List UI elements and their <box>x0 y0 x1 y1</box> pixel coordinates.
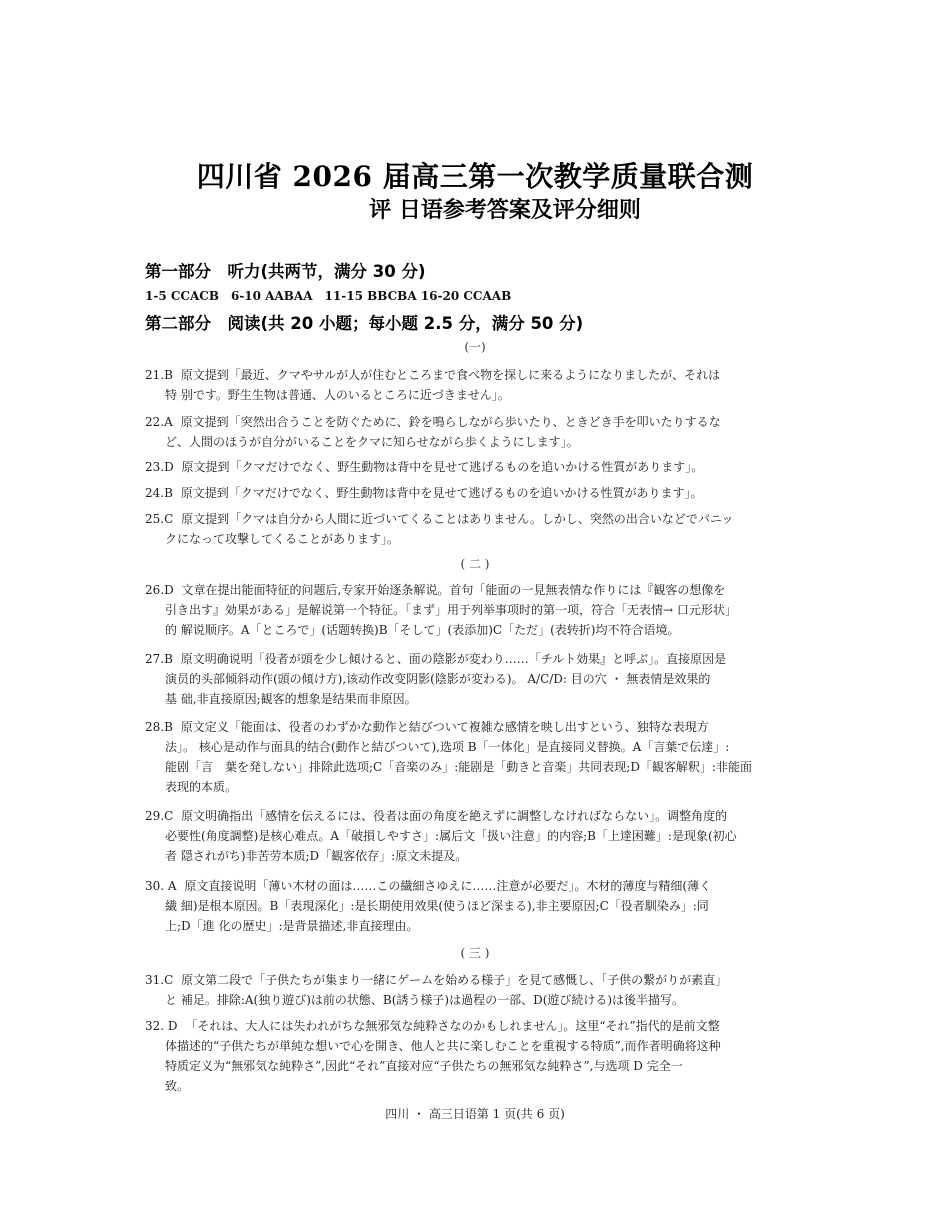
answer-item-26 <box>145 580 805 640</box>
explanation-line: と 補足。排除:A(独り遊び)は前の状態、B(誘う様子)は過程の一部、D(遊び続ける)は後半描写。 <box>165 993 685 1007</box>
question-number: 23.D <box>145 460 174 474</box>
answer-item-31 <box>145 970 805 1010</box>
question-number: 31.C <box>145 973 174 987</box>
page-footer: 四川 ・ 高三日语第 1 页(共 6 页) <box>385 1107 565 1121</box>
subsection-2-label: ( 二 ) <box>460 557 490 571</box>
explanation-line: 繊 細)是根本原因。B「表現深化」:是长期使用效果(使うほど深まる),非主要原因;C「役者馴染み」:同 <box>165 899 709 913</box>
explanation-line: 文章在提出能面特征的问题后,专家开始逐条解说。首句「能面の一見無表情な作りには『観客の想像を <box>181 583 726 597</box>
explanation-line: 原文明确说明「役者が頭を少し傾けると、面の陰影が変わり……「チルト効果』と呼ぶ」。直接原因是 <box>180 652 727 666</box>
explanation-line: 基 础,非直接原因;観客的想象是结果而非原因。 <box>165 692 417 706</box>
answer-item-30 <box>145 876 805 936</box>
explanation-line: 原文提到「突然出合うことを防ぐために、鈴を鳴らしながら歩いたり、ときどき手を叩いたりするな <box>180 415 721 429</box>
explanation-line: 原文提到「最近、クマやサルが人が住むところまで食べ物を探しに来るようになりましたが、それは <box>180 368 721 382</box>
document-title: 四川省 2026 届高三第一次教学质量联合测 <box>196 160 754 193</box>
explanation-line: 演员的头部倾斜动作(頭の傾け方),该动作改变阴影(陰影が変わる)。 A/C/D: 目の穴 ・ 無表情是效果的 <box>165 672 711 686</box>
question-number: 21.B <box>145 368 173 382</box>
answer-item-28 <box>145 717 805 797</box>
answer-item-29 <box>145 806 805 866</box>
explanation-line: 的 解说顺序。A「ところで」(话题转换)B「そして」(表添加)C「ただ」(表转折)均不符合语境。 <box>165 623 680 637</box>
answer-item-32 <box>145 1016 805 1096</box>
explanation-line: 「それは、大人には失われがちな無邪気な純粋さなのかもしれません」。这里“それ”指代的是前文整 <box>185 1019 720 1033</box>
answer-item-25 <box>145 509 805 549</box>
listening-answers: 1-5 CCACB 6-10 AABAA 11-15 BBCBA 16-20 CCAAB <box>145 289 512 303</box>
explanation-line: 原文定义「能面は、役者のわずかな動作と結びついて複雑な感情を映し出すという、独特な表現方 <box>180 720 709 734</box>
answer-item-23 <box>145 457 805 477</box>
explanation-line: クになって攻撃してくることがあります」。 <box>165 532 400 546</box>
part1-heading: 第一部分 听力(共两节，满分 30 分) <box>145 262 426 281</box>
explanation-line: 体描述的“子供たちが単純な想いで心を開き、他人と共に楽しむことを重視する特质”,而作者明确将这种 <box>165 1039 721 1053</box>
document-subtitle: 评 日语参考答案及评分细则 <box>369 197 641 223</box>
subsection-1-label: (一) <box>464 340 486 354</box>
question-number: 24.B <box>145 486 173 500</box>
question-number: 26.D <box>145 583 174 597</box>
explanation-line: 特质定义为“無邪気な純粋さ”,因此“それ”直接对应“子供たちの無邪気な純粋さ”,与选项 D 完全一 <box>165 1059 683 1073</box>
explanation-line: 原文直接说明「薄い木材の面は……この繊細さゆえに……注意が必要だ」。木材的薄度与精细(薄く <box>184 879 712 893</box>
explanation-line: 引き出す』効果がある」是解说第一个特征。「まず」用于列举事项时的第一项，符合「无表情→ 口元形状」 <box>165 603 737 617</box>
question-number: 25.C <box>145 512 174 526</box>
explanation-line: ど、人間のほうが自分がいることをクマに知らせながら歩くようにします」。 <box>165 435 579 449</box>
explanation-line: 者 隠されがち)非苦劳本质;D「観客依存」:原文未提及。 <box>165 849 468 863</box>
answer-item-21 <box>145 365 805 405</box>
question-number: 27.B <box>145 652 173 666</box>
answer-item-27 <box>145 649 805 709</box>
question-number: 22.A <box>145 415 173 429</box>
explanation-line: 上;D「進 化の歴史」:是背景描述,非直接理由。 <box>165 919 419 933</box>
answer-item-22 <box>145 412 805 452</box>
explanation-line: 法」。 核心是动作与面具的结合(動作と結びついて),选项 B「一体化」是直接同义替换。A「言葉で伝達」: <box>165 740 730 754</box>
explanation-line: 特 别です。野生生物は普通、人のいるところに近づきません」。 <box>165 388 510 402</box>
question-number: 29.C <box>145 809 174 823</box>
explanation-line: 原文第二段で「子供たちが集まり一緒にゲームを始める様子」を見て感慨し、「子供の繋がりが素直」 <box>181 973 728 987</box>
question-number: 28.B <box>145 720 173 734</box>
answer-item-24 <box>145 483 805 503</box>
explanation-line: 致。 <box>165 1079 190 1093</box>
explanation-line: 必要性(角度調整)是核心难点。A「破損しやすさ」:属后文「扱い注意」的内容;B「上達困難」:是现象(初心 <box>165 829 737 843</box>
question-number: 30. A <box>145 879 177 893</box>
subsection-3-label: ( 三 ) <box>460 946 490 960</box>
part2-heading: 第二部分 阅读(共 20 小题；每小题 2.5 分，满分 50 分) <box>145 314 584 333</box>
explanation-line: 原文提到「クマは自分から人間に近づいてくることはありません。しかし、突然の出合いなどでパニッ <box>181 512 734 526</box>
explanation-line: 原文提到「クマだけでなく、野生動物は背中を見せて逃げるものを追いかける性質があります」。 <box>181 460 704 474</box>
explanation-line: 能剧「言 葉を発しない」排除此选项;C「音楽のみ」:能剧是「動きと音楽」共同表现;D「観客解釈」:非能面 <box>165 760 752 774</box>
question-number: 32. D <box>145 1019 178 1033</box>
explanation-line: 原文明确指出「感情を伝えるには、役者は面の角度を絶えずに調整しなければならない」。调整角度的 <box>181 809 728 823</box>
explanation-line: 表现的本质。 <box>165 780 238 794</box>
explanation-line: 原文提到「クマだけでなく、野生動物は背中を見せて逃げるものを追いかける性質があります」。 <box>180 486 703 500</box>
